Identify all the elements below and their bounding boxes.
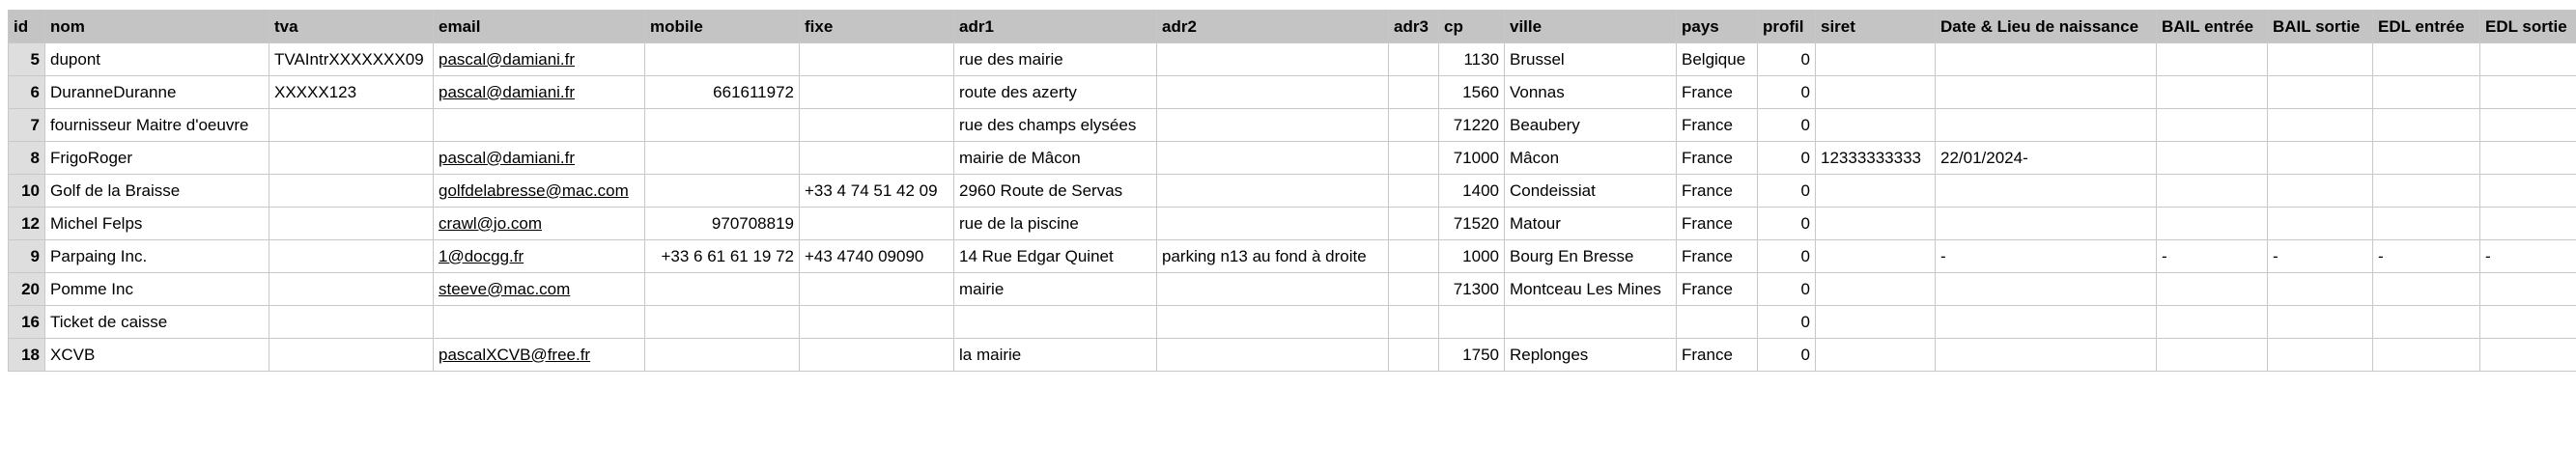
cell-bail-entree[interactable] — [2157, 43, 2268, 76]
cell-adr3[interactable] — [1389, 175, 1439, 208]
cell-tva[interactable]: TVAIntrXXXXXXX09 — [269, 43, 434, 76]
cell-adr2[interactable] — [1157, 43, 1389, 76]
cell-adr3[interactable] — [1389, 43, 1439, 76]
cell-edl-entree[interactable] — [2373, 306, 2480, 339]
cell-bail-sortie[interactable] — [2268, 175, 2373, 208]
column-header-adr1[interactable]: adr1 — [954, 11, 1157, 43]
cell-edl-entree[interactable] — [2373, 208, 2480, 240]
cell-siret[interactable] — [1816, 76, 1936, 109]
email-link[interactable]: pascal@damiani.fr — [439, 82, 576, 101]
cell-nom[interactable]: FrigoRoger — [45, 142, 269, 175]
cell-nom[interactable]: DuranneDuranne — [45, 76, 269, 109]
cell-bail-sortie[interactable] — [2268, 76, 2373, 109]
cell-adr1[interactable]: mairie de Mâcon — [954, 142, 1157, 175]
cell-id[interactable]: 9 — [9, 240, 45, 273]
column-header-ville[interactable]: ville — [1505, 11, 1677, 43]
cell-email[interactable] — [434, 142, 645, 175]
cell-cp[interactable]: 71000 — [1439, 142, 1505, 175]
cell-naissance[interactable] — [1936, 175, 2157, 208]
cell-profil[interactable]: 0 — [1758, 76, 1816, 109]
cell-email[interactable] — [434, 306, 645, 339]
cell-bail-entree[interactable] — [2157, 175, 2268, 208]
cell-edl-sortie[interactable]: - — [2480, 240, 2576, 273]
column-header-pays[interactable]: pays — [1677, 11, 1758, 43]
table-row — [9, 43, 2576, 76]
cell-edl-entree[interactable] — [2373, 109, 2480, 142]
cell-ville[interactable]: Bourg En Bresse — [1505, 240, 1677, 273]
cell-tva[interactable] — [269, 339, 434, 372]
column-header-bail-sortie[interactable]: BAIL sortie — [2268, 11, 2373, 43]
cell-adr2[interactable] — [1157, 76, 1389, 109]
cell-fixe[interactable] — [800, 142, 954, 175]
cell-pays[interactable]: France — [1677, 273, 1758, 306]
table-row — [9, 306, 2576, 339]
cell-email[interactable] — [434, 76, 645, 109]
cell-cp[interactable]: 1560 — [1439, 76, 1505, 109]
column-header-cp[interactable]: cp — [1439, 11, 1505, 43]
cell-email[interactable] — [434, 175, 645, 208]
cell-bail-entree[interactable] — [2157, 306, 2268, 339]
cell-edl-sortie[interactable] — [2480, 142, 2576, 175]
email-link[interactable]: pascalXCVB@free.fr — [439, 345, 591, 364]
cell-edl-sortie[interactable] — [2480, 208, 2576, 240]
cell-naissance[interactable] — [1936, 43, 2157, 76]
cell-adr2[interactable] — [1157, 208, 1389, 240]
cell-fixe[interactable] — [800, 43, 954, 76]
cell-id[interactable]: 8 — [9, 142, 45, 175]
cell-nom[interactable]: XCVB — [45, 339, 269, 372]
cell-email[interactable] — [434, 109, 645, 142]
cell-email[interactable] — [434, 208, 645, 240]
cell-adr3[interactable] — [1389, 240, 1439, 273]
cell-ville[interactable]: Matour — [1505, 208, 1677, 240]
email-link[interactable]: crawl@jo.com — [439, 213, 542, 233]
cell-nom[interactable]: Parpaing Inc. — [45, 240, 269, 273]
column-header-profil[interactable]: profil — [1758, 11, 1816, 43]
cell-nom[interactable]: dupont — [45, 43, 269, 76]
cell-adr2[interactable] — [1157, 142, 1389, 175]
cell-naissance[interactable] — [1936, 273, 2157, 306]
cell-siret[interactable] — [1816, 109, 1936, 142]
cell-tva[interactable]: XXXXX123 — [269, 76, 434, 109]
cell-edl-entree[interactable] — [2373, 175, 2480, 208]
cell-siret[interactable] — [1816, 43, 1936, 76]
cell-ville[interactable]: Brussel — [1505, 43, 1677, 76]
cell-bail-entree[interactable]: - — [2157, 240, 2268, 273]
cell-cp[interactable]: 71300 — [1439, 273, 1505, 306]
cell-ville[interactable]: Vonnas — [1505, 76, 1677, 109]
cell-id[interactable]: 10 — [9, 175, 45, 208]
cell-mobile[interactable] — [645, 273, 800, 306]
cell-adr1[interactable]: rue de la piscine — [954, 208, 1157, 240]
cell-id[interactable]: 16 — [9, 306, 45, 339]
cell-pays[interactable]: France — [1677, 76, 1758, 109]
column-header-adr2[interactable]: adr2 — [1157, 11, 1389, 43]
table-row — [9, 175, 2576, 208]
cell-profil[interactable]: 0 — [1758, 208, 1816, 240]
column-header-mobile[interactable]: mobile — [645, 11, 800, 43]
cell-email[interactable] — [434, 273, 645, 306]
cell-adr1[interactable]: rue des champs elysées — [954, 109, 1157, 142]
cell-siret[interactable] — [1816, 306, 1936, 339]
cell-bail-sortie[interactable] — [2268, 43, 2373, 76]
cell-bail-sortie[interactable] — [2268, 142, 2373, 175]
cell-cp[interactable]: 71520 — [1439, 208, 1505, 240]
cell-edl-entree[interactable] — [2373, 76, 2480, 109]
cell-adr2[interactable]: parking n13 au fond à droite — [1157, 240, 1389, 273]
cell-adr2[interactable] — [1157, 109, 1389, 142]
cell-bail-entree[interactable] — [2157, 109, 2268, 142]
cell-fixe[interactable]: +33 4 74 51 42 09 — [800, 175, 954, 208]
cell-nom[interactable]: fournisseur Maitre d'oeuvre — [45, 109, 269, 142]
cell-nom[interactable]: Michel Felps — [45, 208, 269, 240]
cell-ville[interactable]: Montceau Les Mines — [1505, 273, 1677, 306]
cell-profil[interactable]: 0 — [1758, 142, 1816, 175]
column-header-edl-sortie[interactable]: EDL sortie — [2480, 11, 2576, 43]
table-row — [9, 240, 2576, 273]
cell-adr3[interactable] — [1389, 208, 1439, 240]
cell-adr3[interactable] — [1389, 306, 1439, 339]
column-header-id[interactable]: id — [9, 11, 45, 43]
cell-edl-sortie[interactable] — [2480, 306, 2576, 339]
cell-naissance[interactable]: - — [1936, 240, 2157, 273]
cell-siret[interactable] — [1816, 208, 1936, 240]
cell-edl-sortie[interactable] — [2480, 175, 2576, 208]
table-row — [9, 142, 2576, 175]
cell-ville[interactable] — [1505, 306, 1677, 339]
table-body — [9, 43, 2576, 372]
cell-profil[interactable]: 0 — [1758, 240, 1816, 273]
cell-fixe[interactable] — [800, 339, 954, 372]
cell-id[interactable]: 7 — [9, 109, 45, 142]
cell-mobile[interactable] — [645, 175, 800, 208]
cell-tva[interactable] — [269, 175, 434, 208]
cell-fixe[interactable] — [800, 306, 954, 339]
cell-bail-sortie[interactable] — [2268, 208, 2373, 240]
cell-siret[interactable] — [1816, 175, 1936, 208]
cell-mobile[interactable] — [645, 306, 800, 339]
cell-naissance[interactable] — [1936, 109, 2157, 142]
cell-edl-sortie[interactable] — [2480, 339, 2576, 372]
cell-ville[interactable]: Replonges — [1505, 339, 1677, 372]
column-header-bail-entree[interactable]: BAIL entrée — [2157, 11, 2268, 43]
cell-edl-entree[interactable]: - — [2373, 240, 2480, 273]
spreadsheet-table — [8, 10, 2576, 372]
cell-fixe[interactable] — [800, 273, 954, 306]
cell-adr2[interactable] — [1157, 273, 1389, 306]
cell-mobile[interactable] — [645, 339, 800, 372]
cell-nom[interactable]: Ticket de caisse — [45, 306, 269, 339]
cell-ville[interactable]: Condeissiat — [1505, 175, 1677, 208]
table-row — [9, 273, 2576, 306]
cell-profil[interactable]: 0 — [1758, 273, 1816, 306]
cell-pays[interactable]: France — [1677, 339, 1758, 372]
cell-cp[interactable]: 1750 — [1439, 339, 1505, 372]
cell-nom[interactable]: Golf de la Braisse — [45, 175, 269, 208]
cell-bail-sortie[interactable] — [2268, 306, 2373, 339]
cell-pays[interactable] — [1677, 306, 1758, 339]
email-link[interactable]: 1@docgg.fr — [439, 246, 524, 265]
cell-siret[interactable]: 12333333333 — [1816, 142, 1936, 175]
cell-adr1[interactable]: 14 Rue Edgar Quinet — [954, 240, 1157, 273]
cell-bail-entree[interactable] — [2157, 76, 2268, 109]
cell-bail-sortie[interactable] — [2268, 273, 2373, 306]
cell-adr3[interactable] — [1389, 142, 1439, 175]
cell-edl-entree[interactable] — [2373, 43, 2480, 76]
cell-tva[interactable] — [269, 109, 434, 142]
cell-pays[interactable]: France — [1677, 175, 1758, 208]
column-header-edl-entree[interactable]: EDL entrée — [2373, 11, 2480, 43]
column-header-siret[interactable]: siret — [1816, 11, 1936, 43]
cell-edl-entree[interactable] — [2373, 273, 2480, 306]
column-header-tva[interactable]: tva — [269, 11, 434, 43]
column-header-naissance[interactable]: Date & Lieu de naissance — [1936, 11, 2157, 43]
column-header-nom[interactable]: nom — [45, 11, 269, 43]
cell-naissance[interactable]: 22/01/2024- — [1936, 142, 2157, 175]
cell-bail-sortie[interactable]: - — [2268, 240, 2373, 273]
cell-siret[interactable] — [1816, 273, 1936, 306]
header-row — [9, 11, 2576, 43]
cell-naissance[interactable] — [1936, 306, 2157, 339]
cell-adr1[interactable]: la mairie — [954, 339, 1157, 372]
cell-adr3[interactable] — [1389, 109, 1439, 142]
cell-edl-entree[interactable] — [2373, 142, 2480, 175]
cell-tva[interactable] — [269, 273, 434, 306]
cell-naissance[interactable] — [1936, 339, 2157, 372]
cell-ville[interactable]: Mâcon — [1505, 142, 1677, 175]
cell-adr1[interactable]: 2960 Route de Servas — [954, 175, 1157, 208]
cell-pays[interactable]: France — [1677, 109, 1758, 142]
cell-email[interactable] — [434, 339, 645, 372]
email-link[interactable]: pascal@damiani.fr — [439, 49, 576, 69]
cell-naissance[interactable] — [1936, 208, 2157, 240]
cell-mobile[interactable] — [645, 43, 800, 76]
cell-id[interactable]: 12 — [9, 208, 45, 240]
cell-id[interactable]: 18 — [9, 339, 45, 372]
cell-id[interactable]: 20 — [9, 273, 45, 306]
column-header-fixe[interactable]: fixe — [800, 11, 954, 43]
cell-edl-sortie[interactable] — [2480, 43, 2576, 76]
cell-adr2[interactable] — [1157, 339, 1389, 372]
cell-siret[interactable] — [1816, 240, 1936, 273]
cell-tva[interactable] — [269, 142, 434, 175]
cell-adr2[interactable] — [1157, 175, 1389, 208]
cell-edl-sortie[interactable] — [2480, 273, 2576, 306]
cell-fixe[interactable]: +43 4740 09090 — [800, 240, 954, 273]
table-row — [9, 339, 2576, 372]
cell-bail-sortie[interactable] — [2268, 109, 2373, 142]
cell-id[interactable]: 5 — [9, 43, 45, 76]
cell-bail-entree[interactable] — [2157, 273, 2268, 306]
cell-adr2[interactable] — [1157, 306, 1389, 339]
cell-tva[interactable] — [269, 306, 434, 339]
cell-profil[interactable]: 0 — [1758, 109, 1816, 142]
cell-adr3[interactable] — [1389, 339, 1439, 372]
cell-cp[interactable]: 1000 — [1439, 240, 1505, 273]
cell-cp[interactable]: 71220 — [1439, 109, 1505, 142]
cell-fixe[interactable] — [800, 109, 954, 142]
cell-profil[interactable]: 0 — [1758, 306, 1816, 339]
table-row — [9, 109, 2576, 142]
cell-mobile[interactable] — [645, 142, 800, 175]
cell-adr3[interactable] — [1389, 273, 1439, 306]
cell-fixe[interactable] — [800, 76, 954, 109]
cell-bail-entree[interactable] — [2157, 142, 2268, 175]
cell-tva[interactable] — [269, 208, 434, 240]
table-row — [9, 76, 2576, 109]
email-link[interactable]: steeve@mac.com — [439, 279, 571, 298]
cell-cp[interactable]: 1400 — [1439, 175, 1505, 208]
cell-fixe[interactable] — [800, 208, 954, 240]
email-link[interactable]: golfdelabresse@mac.com — [439, 180, 629, 200]
cell-edl-sortie[interactable] — [2480, 109, 2576, 142]
cell-mobile[interactable] — [645, 109, 800, 142]
cell-naissance[interactable] — [1936, 76, 2157, 109]
cell-nom[interactable]: Pomme Inc — [45, 273, 269, 306]
cell-adr1[interactable]: rue des mairie — [954, 43, 1157, 76]
cell-cp[interactable]: 1130 — [1439, 43, 1505, 76]
cell-bail-sortie[interactable] — [2268, 339, 2373, 372]
cell-mobile[interactable]: +33 6 61 61 19 72 — [645, 240, 800, 273]
cell-tva[interactable] — [269, 240, 434, 273]
column-header-adr3[interactable]: adr3 — [1389, 11, 1439, 43]
cell-email[interactable] — [434, 43, 645, 76]
cell-bail-entree[interactable] — [2157, 339, 2268, 372]
cell-id[interactable]: 6 — [9, 76, 45, 109]
cell-edl-entree[interactable] — [2373, 339, 2480, 372]
column-header-email[interactable]: email — [434, 11, 645, 43]
cell-pays[interactable]: Belgique — [1677, 43, 1758, 76]
cell-pays[interactable]: France — [1677, 208, 1758, 240]
table-row — [9, 208, 2576, 240]
cell-pays[interactable]: France — [1677, 240, 1758, 273]
cell-adr3[interactable] — [1389, 76, 1439, 109]
cell-adr1[interactable]: route des azerty — [954, 76, 1157, 109]
cell-siret[interactable] — [1816, 339, 1936, 372]
cell-mobile[interactable]: 970708819 — [645, 208, 800, 240]
cell-profil[interactable]: 0 — [1758, 43, 1816, 76]
cell-email[interactable] — [434, 240, 645, 273]
cell-cp[interactable] — [1439, 306, 1505, 339]
cell-edl-sortie[interactable] — [2480, 76, 2576, 109]
cell-adr1[interactable] — [954, 306, 1157, 339]
cell-pays[interactable]: France — [1677, 142, 1758, 175]
cell-ville[interactable]: Beaubery — [1505, 109, 1677, 142]
cell-profil[interactable]: 0 — [1758, 175, 1816, 208]
cell-mobile[interactable]: 661611972 — [645, 76, 800, 109]
cell-adr1[interactable]: mairie — [954, 273, 1157, 306]
cell-profil[interactable]: 0 — [1758, 339, 1816, 372]
cell-bail-entree[interactable] — [2157, 208, 2268, 240]
email-link[interactable]: pascal@damiani.fr — [439, 148, 576, 167]
